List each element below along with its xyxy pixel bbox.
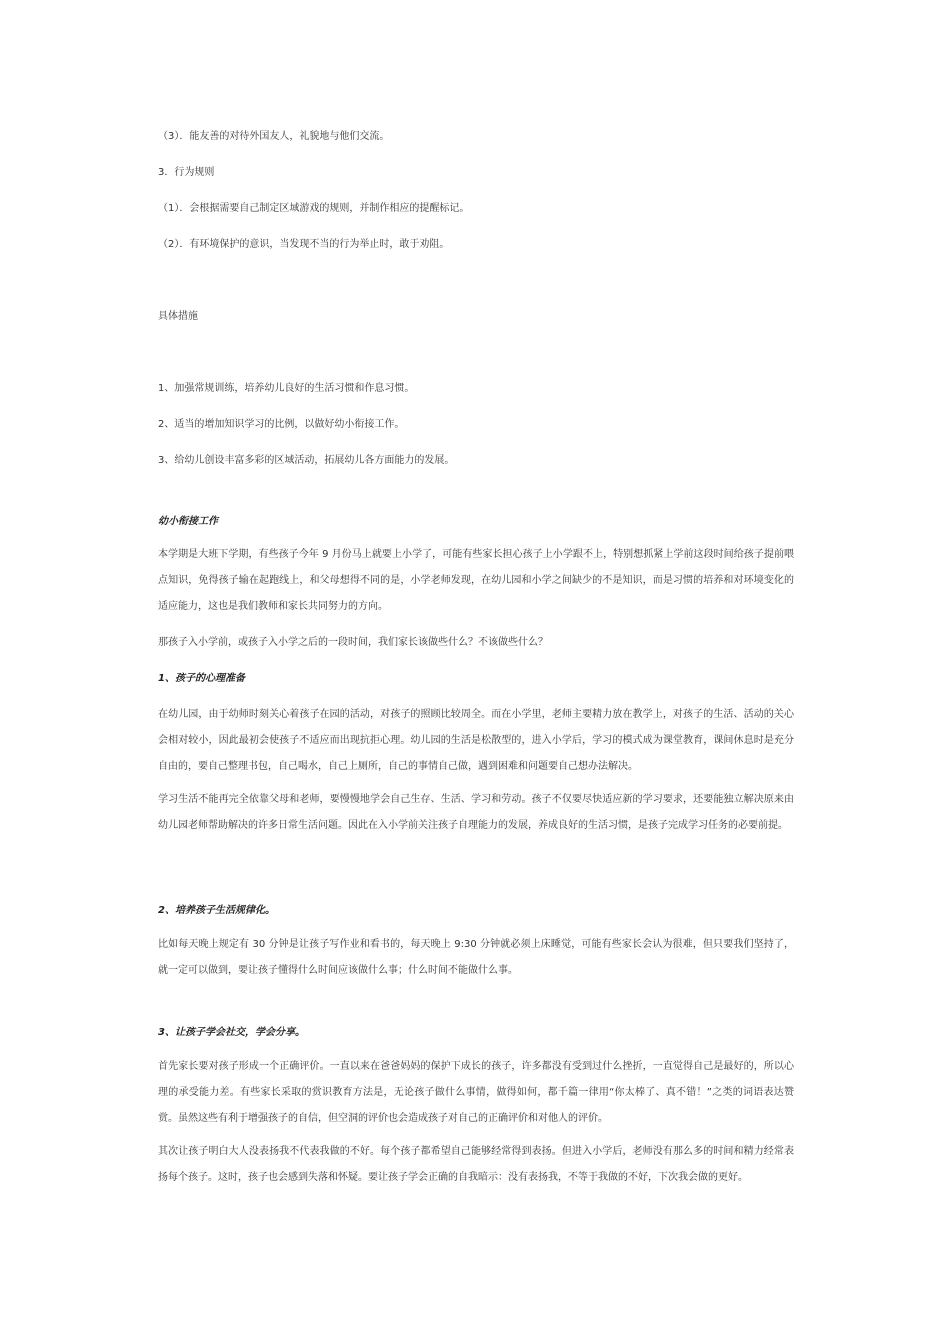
measure-item-3: 3、给幼儿创设丰富多彩的区域活动，拓展幼儿各方面能力的发展。: [158, 455, 455, 466]
measure-item-1: 1、加强常规训练，培养幼儿良好的生活习惯和作息习惯。: [158, 383, 415, 394]
intro-paragraph: 本学期是大班下学期，有些孩子今年 9 月份马上就要上小学了，可能有些家长担心孩子上小学跟不上，特别想抓紧上学前这段时间给孩子提前喂点知识，免得孩子输在起跑线上，和父母想得不同的是，小学老师发现，在幼儿园和小学之间缺少的不是知识，而是习惯的培养和对环境变化的适应能力，这也是我们教师和家长共同努力的方向。: [158, 549, 794, 612]
subheading-3: 3、让孩子学会社交，学会分享。: [158, 1027, 305, 1038]
subheading-1: 1、孩子的心理准备: [158, 673, 245, 684]
rule-item-2: （2）．有环境保护的意识，当发现不当的行为举止时，敢于劝阻。: [158, 239, 450, 250]
paragraph-3b: 其次让孩子明白大人没表扬我不代表我做的不好。每个孩子都希望自己能够经常得到表扬。但进入小学后，老师没有那么多的时间和精力经常表扬每个孩子。这时，孩子也会感到失落和怀疑。要让孩子学会正确的自我暗示：没有表扬我，不等于我做的不好，下次我会做的更好。: [158, 1146, 794, 1183]
paragraph-1a: 在幼儿园，由于幼师时刻关心着孩子在园的活动，对孩子的照顾比较周全。而在小学里，老师主要精力放在教学上，对孩子的生活、活动的关心会相对较小，因此最初会使孩子不适应而出现抗拒心理。幼儿园的生活是松散型的，进入小学后，学习的模式成为课堂教育，课间休息时是充分自由的，要自己整理书包，自己喝水，自己上厕所，自己的事情自己做，遇到困难和问题要自己想办法解决。: [158, 709, 794, 772]
paragraph-1b: 学习生活不能再完全依靠父母和老师，要慢慢地学会自己生存、生活、学习和劳动。孩子不仅要尽快适应新的学习要求，还要能独立解决原来由幼儿园老师帮助解决的许多日常生活问题。因此在入小学前关注孩子自理能力的发展，养成良好的生活习惯，是孩子完成学习任务的必要前提。: [158, 794, 794, 831]
behavior-rules-heading: 3．行为规则: [158, 167, 215, 178]
measure-item-2: 2、适当的增加知识学习的比例，以做好幼小衔接工作。: [158, 419, 405, 430]
paragraph-2: 比如每天晚上规定有 30 分钟是让孩子写作业和看书的，每天晚上 9:30 分钟就必须上床睡觉，可能有些家长会认为很难，但只要我们坚持了，就一定可以做到，要让孩子懂得什么时间应该做什么事；什么时间不能做什么事。: [158, 939, 794, 976]
goal-item-3: （3）．能友善的对待外国友人，礼貌地与他们交流。: [158, 131, 390, 142]
rule-item-1: （1）．会根据需要自己制定区域游戏的规则，并制作相应的提醒标记。: [158, 203, 470, 214]
question-paragraph: 那孩子入小学前，或孩子入小学之后的一段时间，我们家长该做些什么？不该做些什么？: [158, 637, 548, 648]
section-title: 幼小衔接工作: [158, 516, 218, 527]
measures-heading: 具体措施: [158, 311, 198, 322]
paragraph-3a: 首先家长要对孩子形成一个正确评价。一直以来在爸爸妈妈的保护下成长的孩子，许多都没有受到过什么挫折，一直觉得自己是最好的，所以心理的承受能力差。有些家长采取的赏识教育方法是，无论孩子做什么事情，做得如何，都千篇一律用“你太棒了、真不错！”之类的词语表达赞赏。虽然这些有利于增强孩子的自信，但空洞的评价也会造成孩子对自己的正确评价和对他人的评价。: [158, 1061, 794, 1124]
subheading-2: 2、培养孩子生活规律化。: [158, 905, 275, 916]
